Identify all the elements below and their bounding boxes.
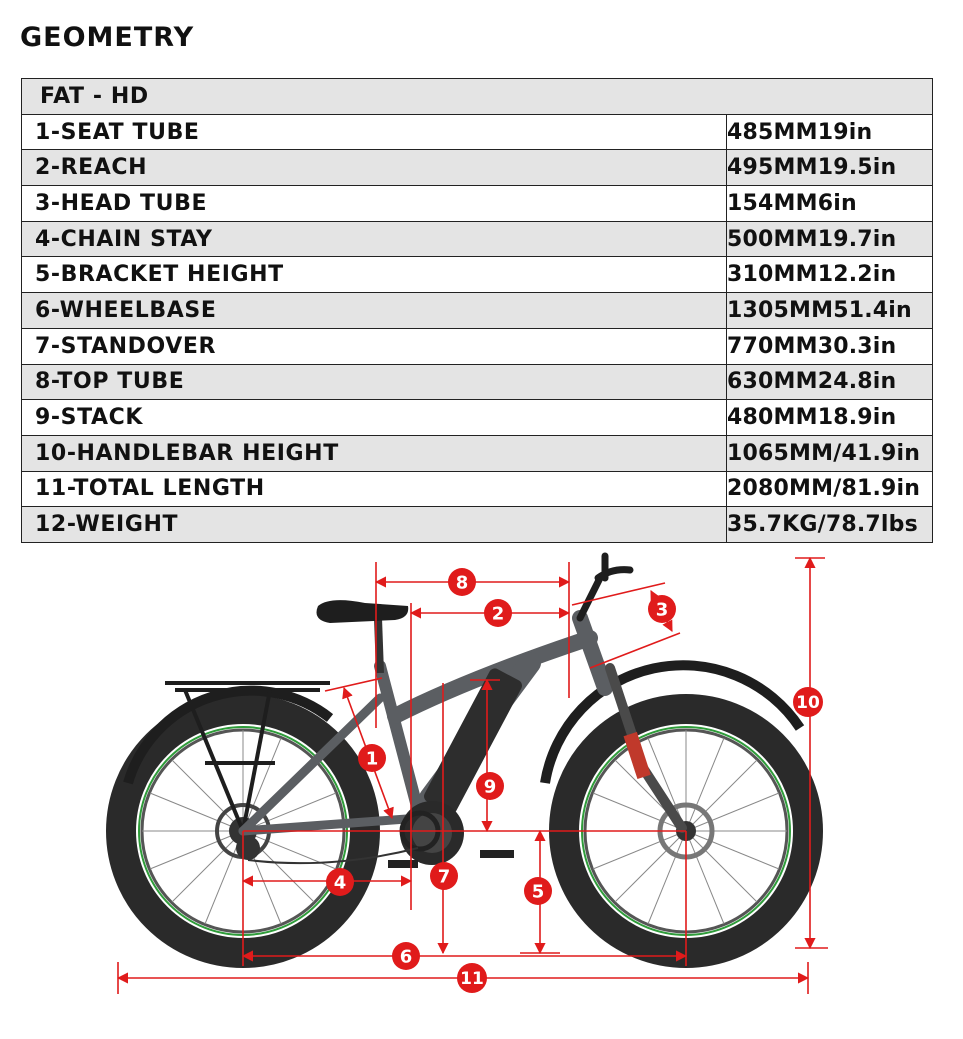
table-row: [22, 257, 933, 293]
page-title: GEOMETRY: [20, 22, 195, 53]
row-label: 5-BRACKET HEIGHT: [22, 257, 727, 293]
row-value: 1305MM51.4in: [727, 293, 933, 329]
row-value: 495MM19.5in: [727, 150, 933, 186]
bicycle-illustration-icon: [0, 548, 963, 1039]
row-label: 3-HEAD TUBE: [22, 186, 727, 222]
svg-text:11: 11: [460, 969, 484, 989]
table-row: [22, 364, 933, 400]
model-name: FAT - HD: [22, 79, 933, 115]
svg-text:10: 10: [796, 693, 820, 713]
table-row: [22, 471, 933, 507]
table-row: [22, 507, 933, 543]
row-label: 6-WHEELBASE: [22, 293, 727, 329]
row-label: 7-STANDOVER: [22, 328, 727, 364]
marker-8: [448, 568, 476, 596]
marker-2: [484, 599, 512, 627]
row-value: 630MM24.8in: [727, 364, 933, 400]
row-value: 310MM12.2in: [727, 257, 933, 293]
marker-7: [430, 862, 458, 890]
table-row: [22, 150, 933, 186]
marker-1: [358, 744, 386, 772]
geometry-table: [21, 78, 933, 543]
row-value: 154MM6in: [727, 186, 933, 222]
bike-geometry-diagram: [0, 548, 963, 1039]
table-row: [22, 328, 933, 364]
svg-text:6: 6: [399, 946, 413, 968]
table-row: [22, 186, 933, 222]
table-row: [22, 221, 933, 257]
marker-10: [793, 687, 823, 717]
row-label: 4-CHAIN STAY: [22, 221, 727, 257]
bicycle-drawing: [121, 556, 808, 953]
row-label: 2-REACH: [22, 150, 727, 186]
svg-text:4: 4: [333, 872, 347, 894]
row-label: 11-TOTAL LENGTH: [22, 471, 727, 507]
svg-text:9: 9: [483, 776, 497, 798]
row-value: 35.7KG/78.7lbs: [727, 507, 933, 543]
table-header-row: [22, 79, 933, 115]
table-row: [22, 400, 933, 436]
marker-3: [648, 595, 676, 623]
marker-4: [326, 868, 354, 896]
marker-6: [392, 942, 420, 970]
table-row: [22, 293, 933, 329]
marker-11: [457, 963, 487, 993]
row-value: 2080MM/81.9in: [727, 471, 933, 507]
row-label: 10-HANDLEBAR HEIGHT: [22, 435, 727, 471]
svg-text:2: 2: [491, 603, 505, 625]
row-label: 12-WEIGHT: [22, 507, 727, 543]
row-value: 770MM30.3in: [727, 328, 933, 364]
svg-text:8: 8: [455, 572, 469, 594]
row-label: 8-TOP TUBE: [22, 364, 727, 400]
row-value: 480MM18.9in: [727, 400, 933, 436]
row-value: 1065MM/41.9in: [727, 435, 933, 471]
svg-text:7: 7: [437, 866, 451, 888]
svg-text:1: 1: [365, 748, 379, 770]
row-value: 500MM19.7in: [727, 221, 933, 257]
table-row: [22, 435, 933, 471]
row-label: 1-SEAT TUBE: [22, 114, 727, 150]
svg-text:5: 5: [531, 881, 545, 903]
row-label: 9-STACK: [22, 400, 727, 436]
marker-9: [476, 772, 504, 800]
marker-5: [524, 877, 552, 905]
row-value: 485MM19in: [727, 114, 933, 150]
svg-text:3: 3: [655, 599, 669, 621]
table-row: [22, 114, 933, 150]
